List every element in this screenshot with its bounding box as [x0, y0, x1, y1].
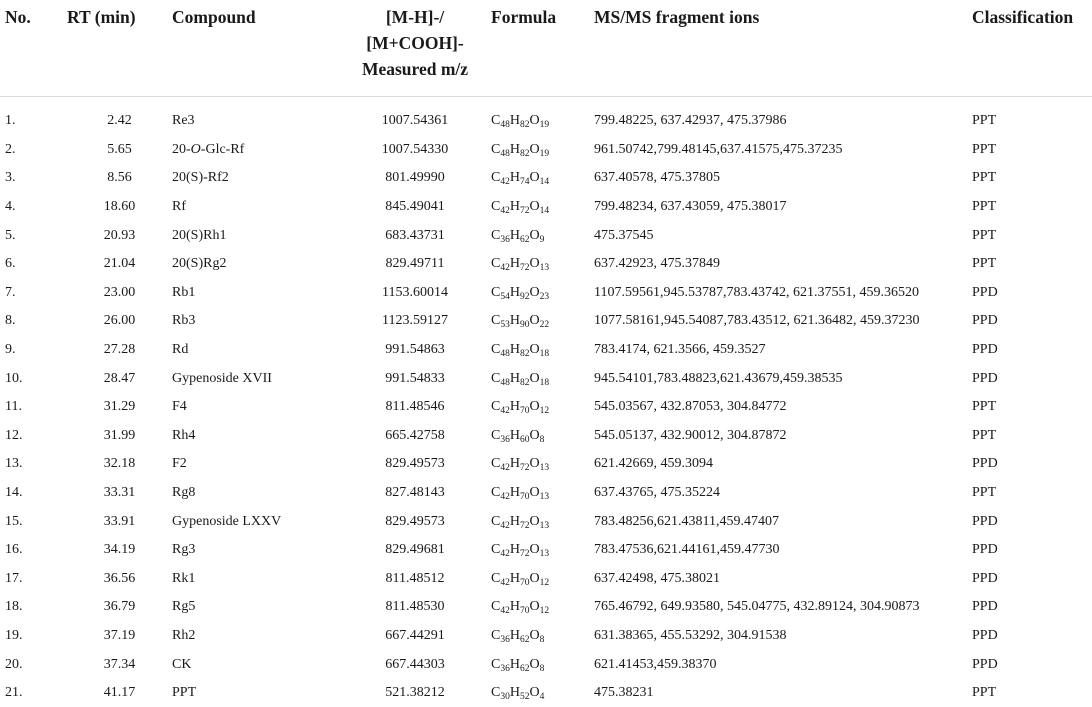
cell-rt: 18.60 — [67, 193, 172, 222]
cell-no: 10. — [0, 364, 67, 393]
cell-mz: 991.54863 — [339, 336, 491, 365]
cell-no: 4. — [0, 193, 67, 222]
cell-fragments: 765.46792, 649.93580, 545.04775, 432.89124, 304.90873 — [594, 593, 972, 622]
cell-rt: 21.04 — [67, 250, 172, 279]
cell-classification: PPT — [972, 136, 1092, 165]
cell-fragments: 1107.59561,945.53787,783.43742, 621.37551, 459.36520 — [594, 279, 972, 308]
cell-no: 6. — [0, 250, 67, 279]
cell-compound: Re3 — [172, 107, 339, 136]
cell-classification: PPD — [972, 622, 1092, 651]
cell-mz: 667.44303 — [339, 650, 491, 679]
cell-classification: PPT — [972, 193, 1092, 222]
header-mz — [339, 0, 491, 97]
header-mz-line2: [M+COOH]- — [339, 30, 491, 56]
cell-formula: $C_{42}H_{70}O_{12}$ — [491, 393, 594, 422]
cell-fragments: 783.47536,621.44161,459.47730 — [594, 536, 972, 565]
cell-no: 13. — [0, 450, 67, 479]
cell-compound: Gypenoside LXXV — [172, 507, 339, 536]
cell-no: 9. — [0, 336, 67, 365]
header-rt: RT (min) — [67, 0, 172, 97]
cell-compound: Rd — [172, 336, 339, 365]
cell-fragments: 631.38365, 455.53292, 304.91538 — [594, 622, 972, 651]
cell-classification: PPT — [972, 221, 1092, 250]
cell-rt: 27.28 — [67, 336, 172, 365]
cell-no: 11. — [0, 393, 67, 422]
cell-rt: 37.34 — [67, 650, 172, 679]
cell-compound: CK — [172, 650, 339, 679]
cell-fragments: 475.38231 — [594, 679, 972, 707]
table-row — [0, 279, 1092, 308]
cell-formula: $C_{48}H_{82}O_{18}$ — [491, 364, 594, 393]
cell-fragments: 799.48225, 637.42937, 475.37986 — [594, 107, 972, 136]
cell-compound: Rb1 — [172, 279, 339, 308]
table-row — [0, 650, 1092, 679]
cell-mz: 521.38212 — [339, 679, 491, 707]
cell-formula: $C_{42}H_{72}O_{13}$ — [491, 536, 594, 565]
cell-formula: $C_{36}H_{60}O_8$ — [491, 422, 594, 451]
cell-classification: PPT — [972, 164, 1092, 193]
table-row — [0, 479, 1092, 508]
cell-mz: 829.49573 — [339, 507, 491, 536]
cell-rt: 34.19 — [67, 536, 172, 565]
header-mz-line3: Measured m/z — [339, 56, 491, 82]
cell-no: 3. — [0, 164, 67, 193]
cell-fragments: 637.42923, 475.37849 — [594, 250, 972, 279]
cell-rt: 33.91 — [67, 507, 172, 536]
header-mz-line1: [M-H]-/ — [339, 4, 491, 30]
cell-classification: PPD — [972, 565, 1092, 594]
cell-mz: 827.48143 — [339, 479, 491, 508]
cell-compound: F4 — [172, 393, 339, 422]
cell-formula: $C_{36}H_{62}O_8$ — [491, 650, 594, 679]
cell-mz: 829.49681 — [339, 536, 491, 565]
header-classification: Classification — [972, 0, 1092, 97]
cell-formula: $C_{36}H_{62}O_8$ — [491, 622, 594, 651]
cell-formula: $C_{48}H_{82}O_{19}$ — [491, 107, 594, 136]
cell-classification: PPT — [972, 393, 1092, 422]
cell-formula: $C_{30}H_{52}O_4$ — [491, 679, 594, 707]
cell-mz: 829.49711 — [339, 250, 491, 279]
cell-fragments: 545.05137, 432.90012, 304.87872 — [594, 422, 972, 451]
table-row — [0, 507, 1092, 536]
cell-compound: Rg8 — [172, 479, 339, 508]
table-row — [0, 107, 1092, 136]
cell-no: 20. — [0, 650, 67, 679]
cell-mz: 829.49573 — [339, 450, 491, 479]
table-row — [0, 221, 1092, 250]
cell-no: 14. — [0, 479, 67, 508]
cell-rt: 28.47 — [67, 364, 172, 393]
header-no: No. — [0, 0, 67, 97]
cell-formula: $C_{53}H_{90}O_{22}$ — [491, 307, 594, 336]
cell-compound: PPT — [172, 679, 339, 707]
table-body — [0, 97, 1092, 707]
cell-fragments: 799.48234, 637.43059, 475.38017 — [594, 193, 972, 222]
cell-classification: PPD — [972, 593, 1092, 622]
cell-formula: $C_{42}H_{72}O_{13}$ — [491, 450, 594, 479]
cell-fragments: 961.50742,799.48145,637.41575,475.37235 — [594, 136, 972, 165]
cell-fragments: 637.42498, 475.38021 — [594, 565, 972, 594]
cell-formula: $C_{48}H_{82}O_{19}$ — [491, 136, 594, 165]
cell-mz: 1007.54330 — [339, 136, 491, 165]
spacer-row — [0, 97, 1092, 108]
cell-formula: $C_{48}H_{82}O_{18}$ — [491, 336, 594, 365]
cell-formula: $C_{42}H_{70}O_{12}$ — [491, 593, 594, 622]
cell-mz: 665.42758 — [339, 422, 491, 451]
cell-classification: PPT — [972, 107, 1092, 136]
cell-classification: PPD — [972, 536, 1092, 565]
cell-no: 16. — [0, 536, 67, 565]
table-row — [0, 136, 1092, 165]
cell-rt: 31.29 — [67, 393, 172, 422]
cell-no: 7. — [0, 279, 67, 308]
cell-classification: PPT — [972, 479, 1092, 508]
cell-compound: 20-O-Glc-Rf — [172, 136, 339, 165]
header-formula: Formula — [491, 0, 594, 97]
cell-no: 18. — [0, 593, 67, 622]
table-row — [0, 565, 1092, 594]
header-compound: Compound — [172, 0, 339, 97]
cell-formula: $C_{42}H_{70}O_{12}$ — [491, 565, 594, 594]
cell-classification: PPD — [972, 307, 1092, 336]
cell-mz: 811.48546 — [339, 393, 491, 422]
cell-no: 5. — [0, 221, 67, 250]
cell-no: 19. — [0, 622, 67, 651]
cell-rt: 26.00 — [67, 307, 172, 336]
table-row — [0, 164, 1092, 193]
cell-no: 17. — [0, 565, 67, 594]
cell-classification: PPD — [972, 650, 1092, 679]
cell-classification: PPD — [972, 336, 1092, 365]
cell-no: 15. — [0, 507, 67, 536]
cell-mz: 845.49041 — [339, 193, 491, 222]
cell-rt: 41.17 — [67, 679, 172, 707]
cell-no: 2. — [0, 136, 67, 165]
cell-formula: $C_{42}H_{72}O_{13}$ — [491, 250, 594, 279]
cell-classification: PPT — [972, 250, 1092, 279]
table-row — [0, 450, 1092, 479]
cell-classification: PPD — [972, 450, 1092, 479]
cell-formula: $C_{42}H_{72}O_{14}$ — [491, 193, 594, 222]
table-row — [0, 193, 1092, 222]
cell-fragments: 621.41453,459.38370 — [594, 650, 972, 679]
cell-compound: F2 — [172, 450, 339, 479]
cell-mz: 801.49990 — [339, 164, 491, 193]
cell-formula: $C_{54}H_{92}O_{23}$ — [491, 279, 594, 308]
cell-compound: 20(S)Rh1 — [172, 221, 339, 250]
cell-fragments: 637.40578, 475.37805 — [594, 164, 972, 193]
cell-compound: Rg3 — [172, 536, 339, 565]
cell-fragments: 475.37545 — [594, 221, 972, 250]
cell-mz: 1123.59127 — [339, 307, 491, 336]
table-row — [0, 250, 1092, 279]
cell-mz: 683.43731 — [339, 221, 491, 250]
cell-compound: Rg5 — [172, 593, 339, 622]
table-row — [0, 679, 1092, 707]
cell-formula: $C_{42}H_{70}O_{13}$ — [491, 479, 594, 508]
cell-classification: PPT — [972, 422, 1092, 451]
cell-mz: 1007.54361 — [339, 107, 491, 136]
cell-compound: Rh4 — [172, 422, 339, 451]
cell-compound: 20(S)-Rf2 — [172, 164, 339, 193]
cell-compound: Rb3 — [172, 307, 339, 336]
header-fragments: MS/MS fragment ions — [594, 0, 972, 97]
cell-rt: 2.42 — [67, 107, 172, 136]
cell-fragments: 783.48256,621.43811,459.47407 — [594, 507, 972, 536]
cell-no: 8. — [0, 307, 67, 336]
cell-rt: 36.79 — [67, 593, 172, 622]
cell-fragments: 621.42669, 459.3094 — [594, 450, 972, 479]
table-row — [0, 536, 1092, 565]
cell-compound: Rk1 — [172, 565, 339, 594]
cell-rt: 36.56 — [67, 565, 172, 594]
cell-classification: PPT — [972, 679, 1092, 707]
cell-compound: Rf — [172, 193, 339, 222]
cell-fragments: 637.43765, 475.35224 — [594, 479, 972, 508]
header-row — [0, 0, 1092, 97]
cell-mz: 1153.60014 — [339, 279, 491, 308]
cell-formula: $C_{42}H_{74}O_{14}$ — [491, 164, 594, 193]
table-row — [0, 422, 1092, 451]
table-row — [0, 622, 1092, 651]
cell-mz: 811.48512 — [339, 565, 491, 594]
cell-compound: Rh2 — [172, 622, 339, 651]
cell-no: 21. — [0, 679, 67, 707]
cell-rt: 32.18 — [67, 450, 172, 479]
cell-rt: 20.93 — [67, 221, 172, 250]
cell-rt: 33.31 — [67, 479, 172, 508]
table-row — [0, 336, 1092, 365]
cell-classification: PPD — [972, 279, 1092, 308]
cell-no: 1. — [0, 107, 67, 136]
cell-classification: PPD — [972, 507, 1092, 536]
cell-rt: 31.99 — [67, 422, 172, 451]
cell-mz: 667.44291 — [339, 622, 491, 651]
table-row — [0, 364, 1092, 393]
table-row — [0, 593, 1092, 622]
cell-fragments: 783.4174, 621.3566, 459.3527 — [594, 336, 972, 365]
cell-no: 12. — [0, 422, 67, 451]
cell-compound: Gypenoside XVII — [172, 364, 339, 393]
cell-compound: 20(S)Rg2 — [172, 250, 339, 279]
cell-fragments: 1077.58161,945.54087,783.43512, 621.36482, 459.37230 — [594, 307, 972, 336]
cell-mz: 811.48530 — [339, 593, 491, 622]
cell-rt: 5.65 — [67, 136, 172, 165]
cell-fragments: 545.03567, 432.87053, 304.84772 — [594, 393, 972, 422]
cell-rt: 23.00 — [67, 279, 172, 308]
cell-rt: 37.19 — [67, 622, 172, 651]
cell-classification: PPD — [972, 364, 1092, 393]
cell-formula: $C_{42}H_{72}O_{13}$ — [491, 507, 594, 536]
cell-mz: 991.54833 — [339, 364, 491, 393]
table-row — [0, 307, 1092, 336]
cell-fragments: 945.54101,783.48823,621.43679,459.38535 — [594, 364, 972, 393]
table-row — [0, 393, 1092, 422]
cell-formula: $C_{36}H_{62}O_9$ — [491, 221, 594, 250]
cell-rt: 8.56 — [67, 164, 172, 193]
